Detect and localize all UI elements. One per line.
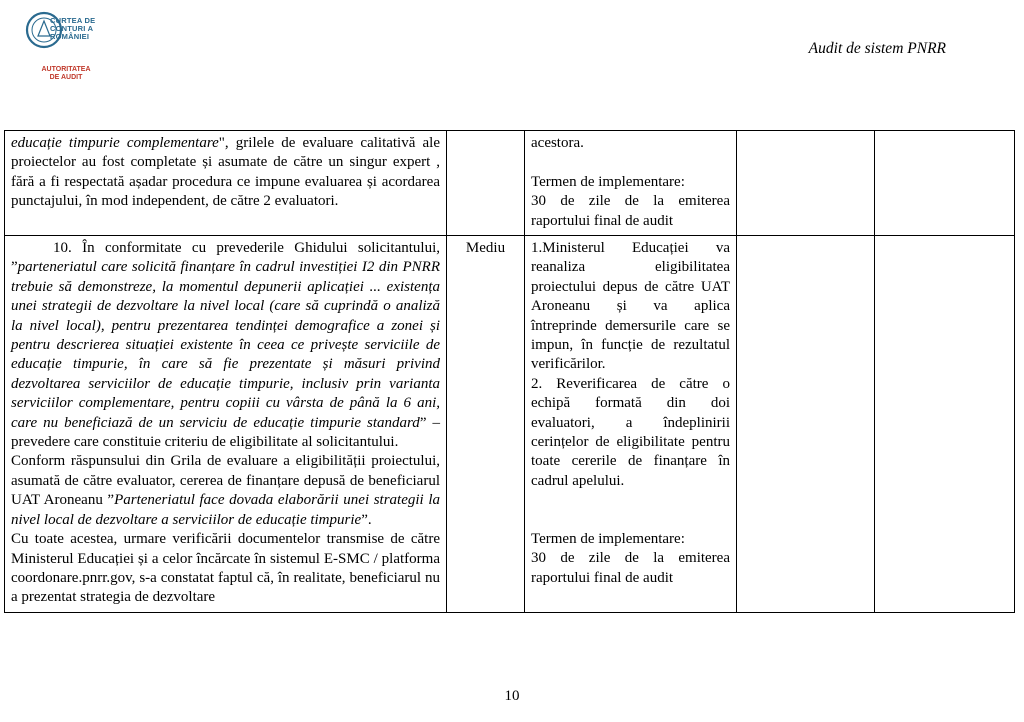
recommendation-cell (525, 236, 737, 613)
recommendation-text: 1.Ministerul Educației va reanaliza eligibilitatea proiectului depus de către UAT Aroneanu și va aplica întreprinde demersurile care se impun, în funcție de rezultatul verificărilor. (531, 240, 730, 373)
term-value: 30 de zile de la emiterea raportului final de audit (531, 550, 730, 586)
empty-cell (875, 131, 1015, 236)
recommendation-text: 2. Reverificarea de către o echipă formată din doi evaluatori, a îndeplinirii cerințelor de eligibilitate pentru toate cererile de finanțare în cadrul apelului. (531, 375, 730, 489)
italic-text-segment: educație timpurie complementare (11, 135, 219, 151)
finding-text (11, 134, 440, 212)
logo-org-line-2: CONTURI A (50, 24, 94, 33)
document-header-title: Audit de sistem PNRR (808, 40, 946, 57)
page-number: 10 (504, 688, 520, 704)
text-segment: ” – prevedere care constituie criteriu de eligibilitate al solicitantului. (11, 414, 440, 451)
audit-authority-logo (24, 4, 110, 94)
table-row (5, 236, 1015, 613)
term-value: 30 de zile de la emiterea raportului final de audit (531, 193, 730, 229)
text-segment: ”. (361, 511, 372, 528)
text-segment: Conform răspunsului din Grila de evaluare a eligibilității proiectului, asumată de către evaluator, cererea de finanțare depusă de beneficiarul UAT Aroneanu ” (11, 453, 440, 509)
recommendation-text: acestora. (531, 135, 584, 151)
table-row (5, 131, 1015, 236)
finding-cell (5, 236, 447, 613)
term-label: Termen de implementare: (531, 531, 685, 548)
text-segment: ", grilele de evaluare calitativă ale proiectelor au fost completate și asumate de către un singur expert , fără a fi respectată așadar procedura ce impune evaluarea și acordarea punctajului, în mod independent, de către 2 evaluatori. (11, 135, 440, 210)
empty-cell (737, 131, 875, 236)
finding-text (11, 239, 440, 452)
logo-authority-line-1: AUTORITATEA (41, 66, 91, 73)
logo-authority-line-2: DE AUDIT (49, 74, 83, 81)
logo-org-line-3: ROMÂNIEI (50, 32, 90, 41)
finding-text (11, 452, 440, 530)
audit-findings-table (4, 130, 1015, 613)
risk-cell (447, 131, 525, 236)
recommendation-cell (525, 131, 737, 236)
italic-text-segment: parteneriatul care solicită finanțare în cadrul investiției I2 din PNRR trebuie să demonstreze, la momentul depunerii aplicației ... existența unei strategii de dezvoltare la nivel local (care să cuprindă o analiză la nivel local), pentru prezentarea tendinței demografice a zonei și pentru descrierea situației existente în ceea ce privește serviciile de educație timpurie, în care să fie prezentate și măsuri privind dezvoltarea serviciilor de educație timpurie, inclusiv prin varianta serviciilor complementare, pentru copiii cu vârsta de până la 6 ani, care nu beneficiază de un serviciu de educație timpurie standard (11, 259, 440, 431)
term-label: Termen de implementare: (531, 173, 685, 190)
risk-cell: Mediu (447, 236, 525, 613)
logo-org-line-1: CURTEA DE (50, 16, 96, 25)
empty-cell (875, 236, 1015, 613)
text-segment: 10. În conformitate cu prevederile Ghidului solicitantului, ” (11, 240, 440, 276)
italic-text-segment: Parteneriatul face dovada elaborării unei strategii la nivel local de dezvoltare a serviciilor de educație timpurie (11, 492, 440, 528)
finding-cell (5, 131, 447, 236)
finding-text: Cu toate acestea, urmare verificării documentelor transmise de către Ministerul Educației și a celor încărcate în sistemul E-SMC / platforma coordonare.pnrr.gov, s-a constatat faptul că, în realitate, beneficiarul nu a prezentat strategia de dezvoltare (11, 531, 440, 606)
empty-cell (737, 236, 875, 613)
